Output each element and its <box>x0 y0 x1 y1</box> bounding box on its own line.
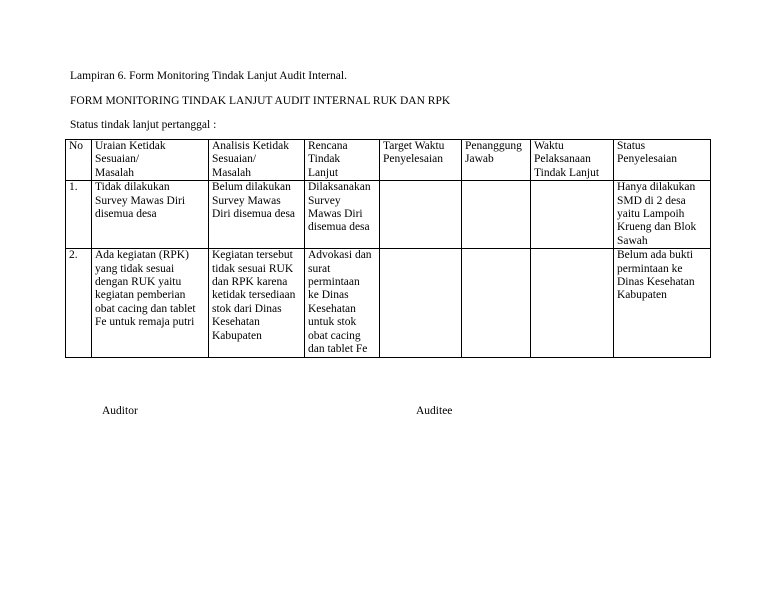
header-rencana: Rencana Tindak Lanjut <box>305 140 380 181</box>
cell-waktu-pelaksanaan <box>531 249 614 357</box>
cell-status: Hanya dilakukan SMD di 2 desa yaitu Lampoih Krueng dan Blok Sawah <box>614 181 711 249</box>
table-row <box>66 249 711 357</box>
cell-target-waktu <box>380 249 462 357</box>
cell-penanggung-jawab <box>462 181 531 249</box>
status-line: Status tindak lanjut pertanggal : <box>70 119 217 131</box>
cell-analisis: Belum dilakukan Survey Mawas Diri disemua desa <box>209 181 305 249</box>
table-row <box>66 181 711 249</box>
monitoring-table <box>65 139 711 358</box>
table-header-row <box>66 140 711 181</box>
header-target-waktu: Target Waktu Penyelesaian <box>380 140 462 181</box>
header-analisis: Analisis Ketidak Sesuaian/ Masalah <box>209 140 305 181</box>
auditor-label: Auditor <box>102 405 138 417</box>
cell-rencana: Dilaksanakan Survey Mawas Diri disemua desa <box>305 181 380 249</box>
header-uraian: Uraian Ketidak Sesuaian/ Masalah <box>92 140 209 181</box>
header-no: No <box>66 140 92 181</box>
cell-no: 1. <box>66 181 92 249</box>
auditee-label: Auditee <box>416 405 453 417</box>
cell-status: Belum ada bukti permintaan ke Dinas Kesehatan Kabupaten <box>614 249 711 357</box>
header-status: Status Penyelesaian <box>614 140 711 181</box>
cell-uraian: Ada kegiatan (RPK) yang tidak sesuai dengan RUK yaitu kegiatan pemberian obat cacing dan tablet Fe untuk remaja putri <box>92 249 209 357</box>
header-waktu-pelaksanaan: Waktu Pelaksanaan Tindak Lanjut <box>531 140 614 181</box>
cell-waktu-pelaksanaan <box>531 181 614 249</box>
cell-penanggung-jawab <box>462 249 531 357</box>
header-penanggung-jawab: Penanggung Jawab <box>462 140 531 181</box>
attachment-title: Lampiran 6. Form Monitoring Tindak Lanjut Audit Internal. <box>70 70 347 82</box>
cell-rencana: Advokasi dan surat permintaan ke Dinas Kesehatan untuk stok obat cacing dan tablet Fe <box>305 249 380 357</box>
cell-target-waktu <box>380 181 462 249</box>
cell-no: 2. <box>66 249 92 357</box>
form-title: FORM MONITORING TINDAK LANJUT AUDIT INTERNAL RUK DAN RPK <box>70 95 451 107</box>
cell-analisis: Kegiatan tersebut tidak sesuai RUK dan RPK karena ketidak tersediaan stok dari Dinas Kesehatan Kabupaten <box>209 249 305 357</box>
cell-uraian: Tidak dilakukan Survey Mawas Diri disemua desa <box>92 181 209 249</box>
